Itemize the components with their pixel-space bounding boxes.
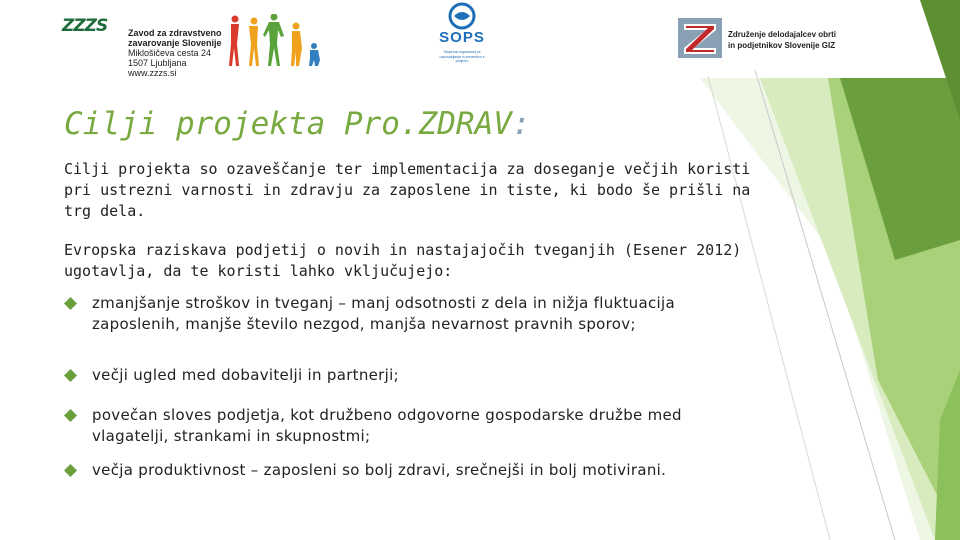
sops-subtitle: Skupnost organizacij za usposabljanje in preventivo s podporo	[439, 50, 485, 63]
sops-emblem-icon	[424, 2, 500, 32]
giz-name: Združenje delodajalcev obrti in podjetnikov Slovenije GIZ	[728, 30, 837, 50]
list-item	[64, 365, 734, 386]
zzzs-logo	[62, 14, 330, 76]
sops-logo	[424, 2, 500, 72]
list-item	[64, 460, 734, 481]
sops-name: SOPS	[439, 29, 485, 46]
list-item	[64, 405, 734, 447]
diamond-bullet-icon	[64, 297, 77, 310]
list-item	[64, 293, 734, 335]
list-item-text: večji ugled med dobavitelji in partnerji;	[92, 366, 399, 384]
list-item-text: večja produktivnost – zaposleni so bolj zdravi, srečnejši in bolj motivirani.	[92, 461, 667, 479]
giz-logo	[676, 16, 846, 60]
slide-title: Cilji projekta Pro.ZDRAV:	[64, 106, 531, 142]
giz-emblem-icon	[676, 16, 724, 60]
benefits-list	[64, 293, 734, 481]
family-figures-icon	[222, 14, 332, 74]
diamond-bullet-icon	[64, 464, 77, 477]
survey-paragraph: Evropska raziskava podjetij o novih in nastajajočih tveganjih (Esener 2012) ugotavlja, da te koristi lahko vključujejo:	[64, 241, 742, 280]
list-item-text: povečan sloves podjetja, kot družbeno odgovorne gospodarske družbe med vlagatelji, strankami in skupnostmi;	[92, 406, 682, 445]
list-item-text: zmanjšanje stroškov in tveganj – manj odsotnosti z dela in nižja fluktuacija zaposlenih, manjše število nezgod, manjša nevarnost pravnih sporov;	[92, 294, 675, 333]
intro-paragraph: Cilji projekta so ozaveščanje ter implementacija za doseganje večjih koristi pri ustrezni varnosti in zdravju za zaposlene in tiste, ki bodo še prišli na trg dela.	[64, 160, 751, 220]
diamond-bullet-icon	[64, 409, 77, 422]
zzzs-mark: ZZZS	[62, 16, 108, 36]
diamond-bullet-icon	[64, 369, 77, 382]
zzzs-address: Zavod za zdravstveno zavarovanje Slovenije Miklošičeva cesta 24 1507 Ljubljana www.zzzs.si	[128, 28, 222, 78]
